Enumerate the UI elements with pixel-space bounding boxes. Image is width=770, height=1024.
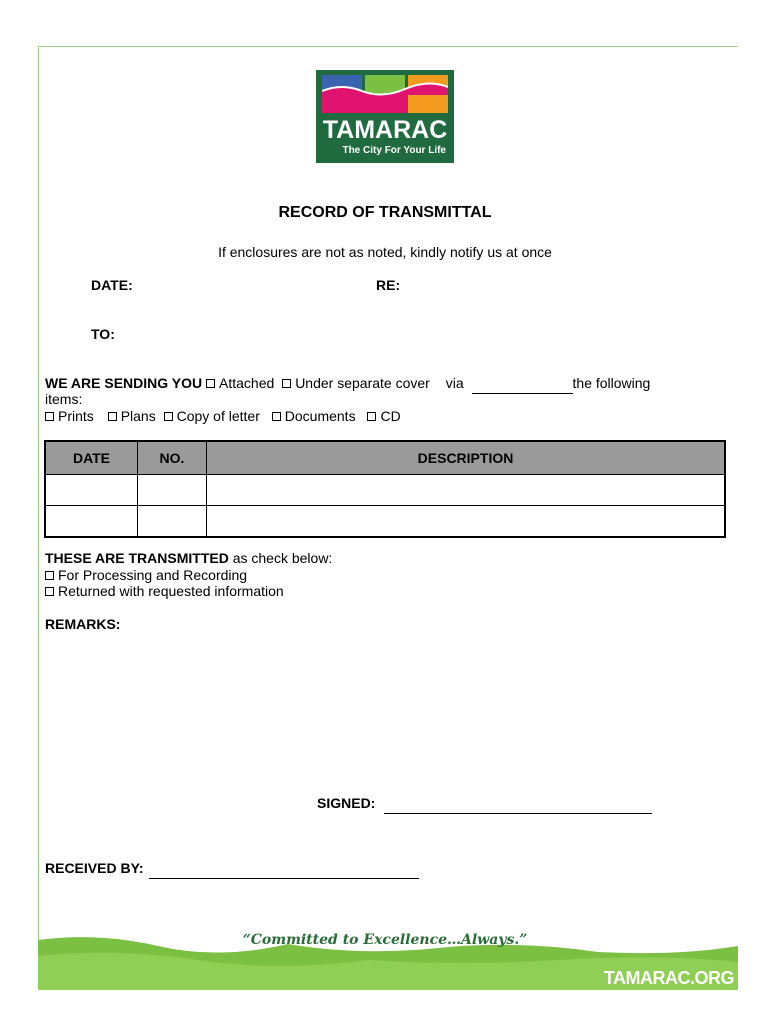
footer-motto: “Committed to Excellence…Always.” <box>242 932 528 948</box>
prints-label: Prints <box>58 408 94 424</box>
table-cell[interactable] <box>45 475 138 506</box>
date-label: DATE: <box>91 277 133 293</box>
returned-option <box>45 583 284 599</box>
logo-color-blocks <box>322 75 448 113</box>
prints-checkbox[interactable] <box>45 412 54 421</box>
received-line <box>45 860 419 879</box>
copy-of-letter-label: Copy of letter <box>176 408 260 424</box>
attached-checkbox[interactable] <box>206 379 215 388</box>
received-label: RECEIVED BY: <box>45 860 144 876</box>
processing-option <box>45 567 247 583</box>
to-label: TO: <box>91 326 115 342</box>
attached-label: Attached <box>219 375 275 391</box>
processing-checkbox[interactable] <box>45 571 54 580</box>
separate-cover-label: Under separate cover <box>295 375 430 391</box>
signed-label: SIGNED: <box>317 795 376 811</box>
transmitted-label: THESE ARE TRANSMITTED <box>45 550 229 566</box>
table-cell[interactable] <box>45 506 138 538</box>
header-date: DATE <box>45 441 138 475</box>
remarks-label: REMARKS: <box>45 616 121 632</box>
table-cell[interactable] <box>207 506 726 538</box>
received-field[interactable] <box>149 862 419 879</box>
returned-checkbox[interactable] <box>45 587 54 596</box>
table-cell[interactable] <box>138 475 207 506</box>
processing-label: For Processing and Recording <box>58 567 248 583</box>
table-row <box>45 506 725 538</box>
signed-field[interactable] <box>384 797 652 814</box>
document-subtitle: If enclosures are not as noted, kindly notify us at once <box>218 244 552 260</box>
sending-line <box>45 375 685 394</box>
via-field[interactable] <box>472 377 573 394</box>
transmitted-suffix: as check below: <box>232 550 333 566</box>
items-word: items: <box>45 391 83 407</box>
header-description: DESCRIPTION <box>207 441 726 475</box>
table-row <box>45 475 725 506</box>
document-title: RECORD OF TRANSMITTAL <box>278 204 492 221</box>
table-cell[interactable] <box>138 506 207 538</box>
table-header-row <box>45 441 725 475</box>
items-options <box>45 408 401 424</box>
sending-label: WE ARE SENDING YOU <box>45 375 203 391</box>
plans-checkbox[interactable] <box>108 412 117 421</box>
footer-site[interactable]: TAMARAC.ORG <box>603 968 734 988</box>
logo-tagline: The City For Your Life <box>342 145 446 156</box>
documents-label: Documents <box>284 408 356 424</box>
re-label: RE: <box>376 277 401 293</box>
logo-wordmark: TAMARAC <box>322 116 448 144</box>
signed-line <box>317 795 652 814</box>
transmitted-line <box>45 550 332 566</box>
cd-checkbox[interactable] <box>367 412 376 421</box>
table-cell[interactable] <box>207 475 726 506</box>
separate-cover-checkbox[interactable] <box>282 379 291 388</box>
items-table <box>44 440 726 538</box>
tamarac-logo <box>316 70 454 163</box>
via-label: via <box>445 375 464 391</box>
cd-label: CD <box>380 408 401 424</box>
header-no: NO. <box>138 441 207 475</box>
copy-of-letter-checkbox[interactable] <box>164 412 173 421</box>
plans-label: Plans <box>120 408 156 424</box>
documents-checkbox[interactable] <box>272 412 281 421</box>
following-label: the following <box>572 375 651 391</box>
returned-label: Returned with requested information <box>58 583 284 599</box>
